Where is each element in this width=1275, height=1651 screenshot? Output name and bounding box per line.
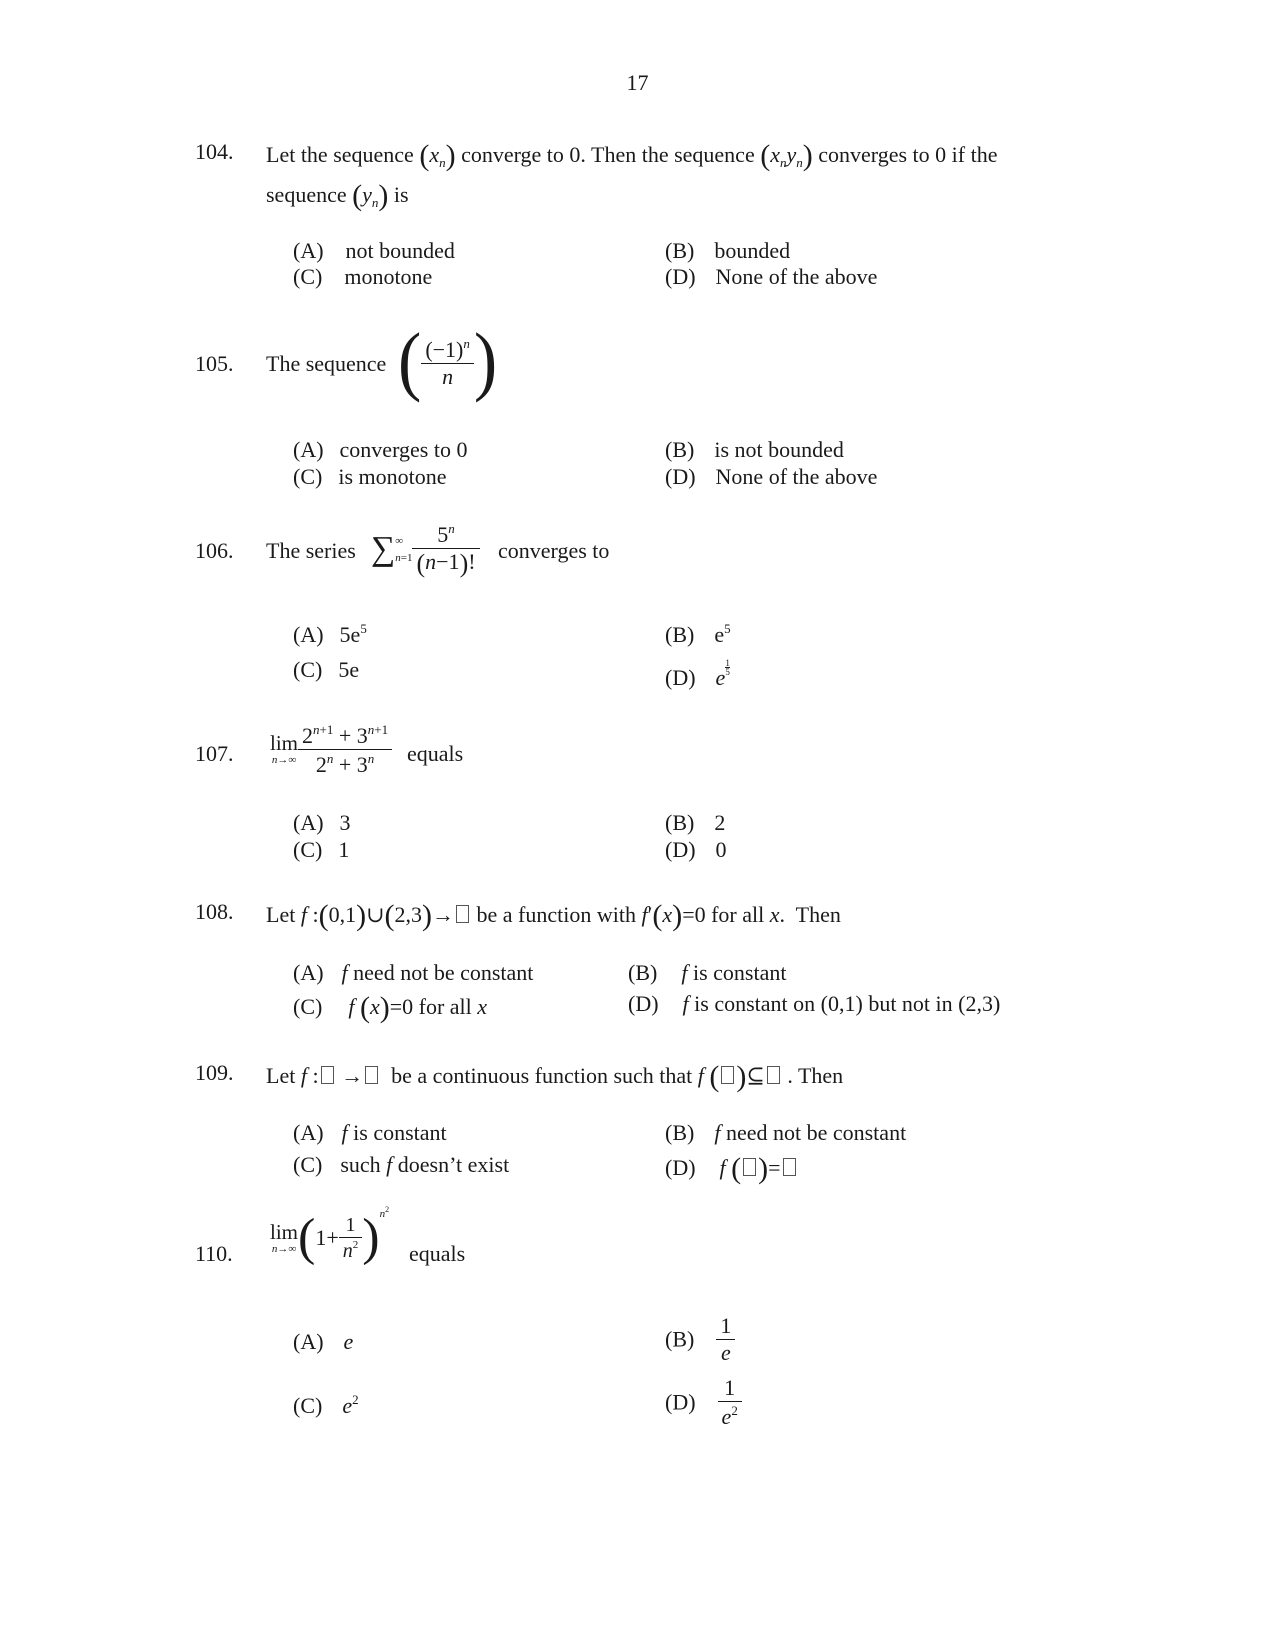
q108-text-1: Let [266,902,296,927]
question-number-109: 109. [195,1060,234,1085]
missing-glyph-box-icon [721,1066,734,1084]
q106-series-formula: ∑ ∞ n=1 $\frac{5^n}{(n-1)!}$ [371,522,480,577]
q108-derivative: f′(x)=0 [641,899,706,932]
q108-function-domain: f :(0,1)∪(2,3)→ [301,902,471,927]
q110-option-c[interactable]: (C) $e^2$ [293,1392,359,1418]
q110-limit-formula: lim n→∞ (1+ $\frac{1}{n^2}$ )$n^2$ [270,1205,390,1266]
q106-text-1: The series [266,538,356,563]
q104-text-1: Let the sequence [266,142,414,167]
missing-glyph-box-icon [456,905,469,923]
missing-glyph-box-icon [365,1066,378,1084]
question-108-line: Let f :(0,1)∪(2,3)→ be a function with f′(x)=0 for all x. Then [266,899,841,932]
missing-glyph-box-icon [783,1158,796,1176]
q106-option-a[interactable]: (A) $5e^5$ [293,621,367,647]
q105-option-d[interactable]: (D) None of the above [665,464,878,489]
question-number-105: 105. [195,351,234,376]
q105-option-c[interactable]: (C) is monotone [293,464,447,489]
q108-text-2: be a function with [476,902,636,927]
q109-text-1: Let [266,1063,296,1088]
q104-text-4: sequence [266,182,347,207]
q105-text-1: The sequence [266,351,387,376]
q108-option-d[interactable]: (D) f is constant on (0,1) but not in (2,3) [628,991,1001,1016]
q108-option-a[interactable]: (A) f need not be constant [293,960,534,985]
q105-option-a[interactable]: (A) converges to 0 [293,437,468,462]
question-number-108: 108. [195,899,234,924]
question-number-104: 104. [195,139,234,164]
q104-text-2: converge to 0. Then the sequence [461,142,755,167]
q104-seq-x: $(x_n)$ [419,139,456,172]
q106-option-b[interactable]: (B) $e^5$ [665,621,731,647]
q104-option-c[interactable]: (C) monotone [293,264,433,289]
q107-option-b[interactable]: (B) 2 [665,810,726,835]
question-number-110: 110. [195,1241,233,1266]
q110-option-d[interactable]: (D) $\frac{1}{e^2}$ [665,1377,742,1428]
q109-text-2: be a continuous function such that [391,1063,693,1088]
question-104-line-2 [266,181,409,211]
q108-text-3: for all [711,902,765,927]
q109-text-3: . Then [787,1063,844,1088]
question-number-107: 107. [195,741,234,766]
q104-seq-y: $(y_n)$ [352,179,389,212]
page-number: 17 [626,70,649,95]
q107-text-1: equals [407,741,464,766]
q108-text-4: Then [795,902,841,927]
q110-text-1: equals [409,1241,466,1266]
q109-option-d[interactable]: (D) f ( )= [665,1154,798,1184]
q104-option-a[interactable]: (A) not bounded [293,238,455,263]
q110-option-b[interactable]: (B) $\frac{1}{e}$ [665,1315,735,1364]
q106-option-c[interactable]: (C) 5e [293,657,360,682]
q107-option-a[interactable]: (A) 3 [293,810,351,835]
q107-option-d[interactable]: (D) 0 [665,837,727,862]
q110-option-a[interactable]: (A) e [293,1329,354,1354]
q108-option-c[interactable]: (C) f (x)=0 for all x [293,991,488,1024]
q109-option-c[interactable]: (C) such f doesn’t exist [293,1152,510,1177]
q104-text-5: is [393,182,409,207]
q104-text-3: converges to 0 if the [818,142,998,167]
q105-option-b[interactable]: (B) is not bounded [665,437,844,462]
q104-option-b[interactable]: (B) bounded [665,238,791,263]
q107-option-c[interactable]: (C) 1 [293,837,350,862]
q107-limit-formula: lim n→∞ $\frac{2^{n+1} + 3^{n+1}}{2^n + 3^n}$ [270,723,392,776]
q104-seq-xy: $(x_ny_n)$ [760,139,813,172]
q104-option-d[interactable]: (D) None of the above [665,264,878,289]
q106-text-2: converges to [498,538,610,563]
q109-option-b[interactable]: (B) f need not be constant [665,1120,907,1145]
q108-option-b[interactable]: (B) f is constant [628,960,787,985]
missing-glyph-box-icon [321,1066,334,1084]
question-109-line [266,1062,843,1092]
q105-sequence-formula: ( $\frac{(-1)^n}{n}$ ) [398,319,498,404]
q109-option-a[interactable]: (A) f is constant [293,1120,447,1145]
q109-function-map: f : → [301,1063,380,1088]
missing-glyph-box-icon [743,1158,756,1176]
question-number-106: 106. [195,538,234,563]
q109-image-condition: f ( )⊆ [698,1063,782,1088]
question-104-line-1 [266,141,997,171]
q106-option-d[interactable]: (D) e $\frac{1}{5}$ [665,658,730,691]
missing-glyph-box-icon [767,1066,780,1084]
